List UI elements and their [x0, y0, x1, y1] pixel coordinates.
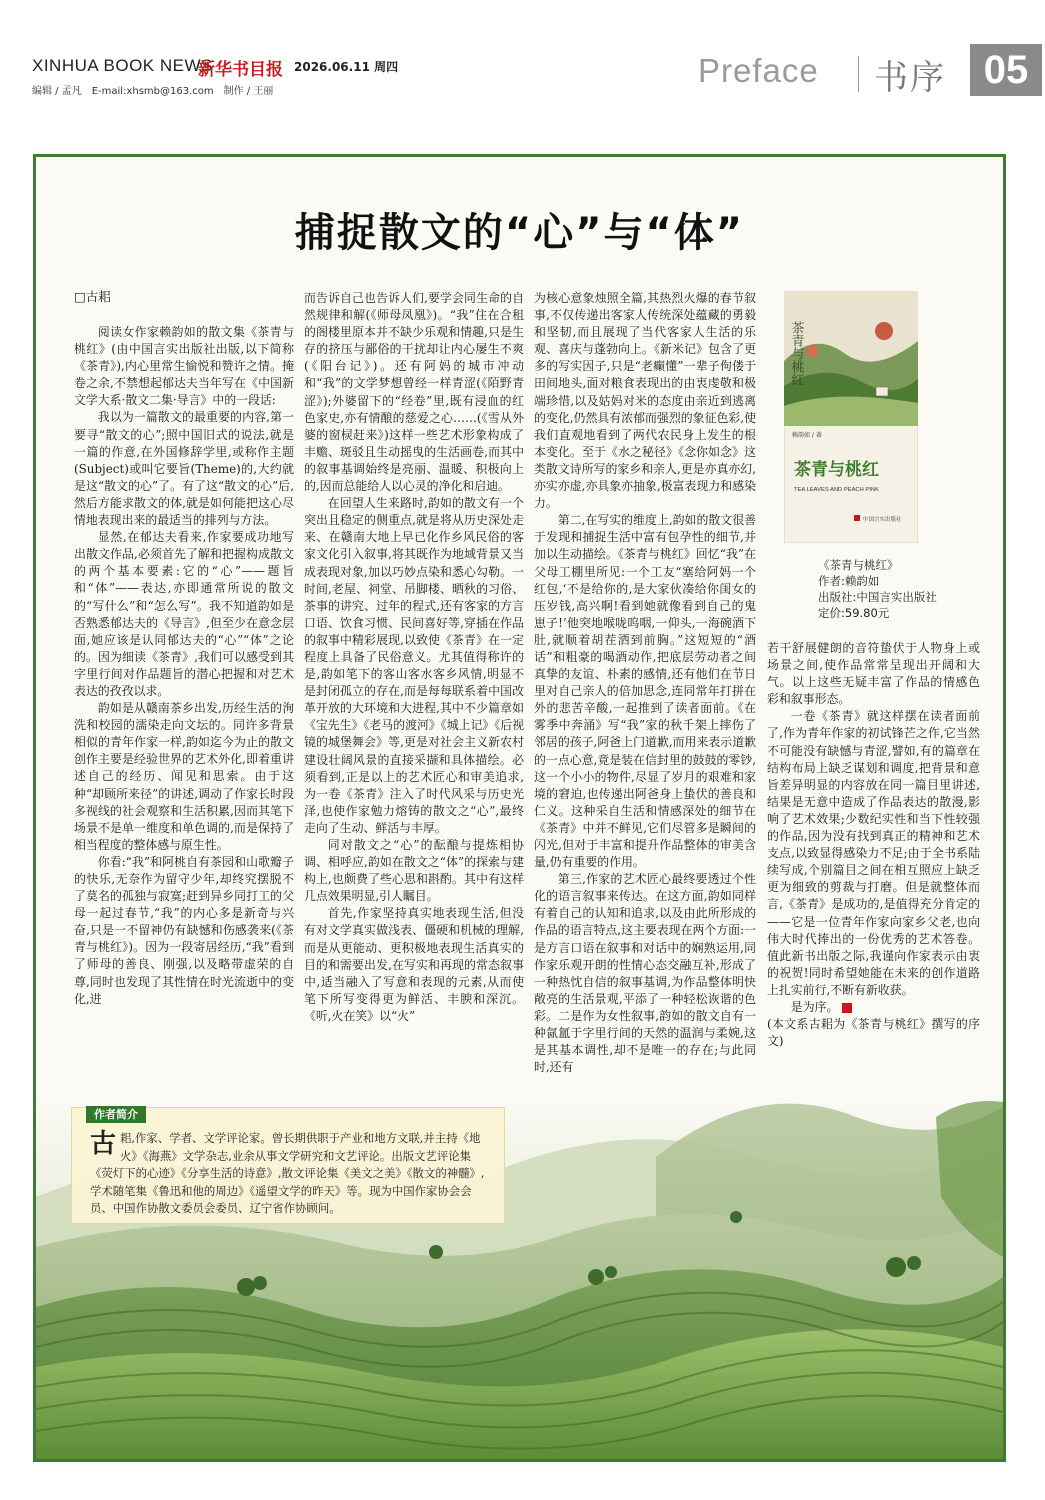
book-caption: [818, 557, 937, 621]
book-cover-en: TEA LEAVES AND PEACH PINK: [794, 487, 879, 493]
article-title: 捕捉散文的“心”与“体”: [294, 210, 745, 256]
article-byline: □古耜: [74, 289, 111, 304]
author-intro-text: [90, 1130, 490, 1218]
paragraph: 若干舒展健朗的音符蛰伏于人物身上或场景之间,使作品常常呈现出开阔和大气。以上这些无疑丰富了作品的情感色彩和叙事形态。: [767, 641, 980, 707]
author-intro-box: [71, 1107, 505, 1224]
article-column-4: [767, 640, 980, 1050]
paragraph: 一卷《茶青》就这样摆在读者面前了,作为青年作家的初试锋芒之作,它当然不可能没有缺憾与青涩,譬如,有的篇章在结构布局上缺乏谋划和调度,把背景和意旨差异明显的内容放在同一篇目里讲述,结果是无意中造成了作品表达的散漫,影响了艺术效果;少数纪实性和当下性较强的作品,因为没有找到真正的精神和艺术支点,以致显得感染力不足;由于全书系陆续写成,个别篇目之间在相互照应上缺乏更为细致的剪裁与打磨。但是就整体而言,《茶青》是成功的,是值得充分肯定的——它是一位青年作家向家乡父老,也向伟大时代捧出的一份优秀的艺术答卷。值此新书出版之际,我谨向作家表示由衷的祝贺!同时希望她能在未来的创作道路上扎实前行,不断有新收获。: [767, 709, 980, 997]
end-mark-icon: [842, 1003, 852, 1013]
section-cn-label: 书序: [874, 58, 946, 98]
book-cover-image: [784, 291, 918, 543]
paragraph: 同对散文之“心”的酝酿与提炼相协调、相呼应,韵如在散文之“体”的探索与建构上,也颇费了些心思和斟酌。其中有这样几点效果明显,引人瞩目。: [304, 838, 524, 904]
book-cover-author: 赖韵如 / 著: [792, 432, 822, 439]
paragraph: 第三,作家的艺术匠心最终要透过个性化的语言叙事来传达。在这方面,韵如同样有着自己的认知和追求,以及由此所形成的作品的语言特点,这主要表现在两个方面:一是方言口语在叙事和对话中的娴熟运用,同作家乐观开朗的性情心态交融互补,形成了一种热忱自信的叙事基调,为作品整体明快敞亮的生活景观,平添了一种轻松诙谐的色彩。二是作为女性叙事,韵如的散文自有一种氤氲于字里行间的天然的温润与柔婉,这是其基本调性,却不是唯一的存在;与此同时,还有: [534, 872, 756, 1075]
paragraph: 你看:“我”和阿桃自有茶园和山歌瓣子的快乐,无奈作为留守少年,却终究摆脱不了莫名的孤独与寂寞;赶到异乡同打工的父母一起过春节,“我”的内心多是新奇与兴奋,只是一不留神仍有缺憾和伤感袭来(《茶青与桃红》)。因为一段寄居经历,“我”看到了师母的善良、刚强,以及略带虚荣的自尊,同时也发现了其性情在时光流逝中的变化,进: [74, 854, 294, 1006]
newspaper-cn-name: 新华书目报: [198, 60, 283, 80]
svg-text:茶青与桃红: 茶青与桃红: [788, 321, 804, 386]
article-column-2: [304, 290, 524, 1025]
paragraph: 首先,作家坚持真实地表现生活,但没有对文学真实做浅表、僵硬和机械的理解,而是从更能动、更积极地表现生活真实的目的和需要出发,在写实和再现的常态叙事中,适当融入了写意和表现的元素,从而使笔下所写变得更为鲜活、丰腴和深沉。《听,火在笑》以“火”: [304, 906, 524, 1023]
article-panel: [33, 154, 1006, 1462]
book-cover-title: 茶青与桃红: [794, 460, 879, 480]
paragraph: 为核心意象烛照全篇,其热烈火爆的春节叙事,不仅传递出客家人传统深处蕴藏的勇毅和坚韧,而且展现了当代客家人生活的乐观、喜庆与蓬勃向上。《新米记》包含了更多的写实因子,只是“老癫懂”一辈子佝偻于田间地头,面对粮食表现出的由衷虔敬和极端珍惜,以及姑妈对米的态度由亲近到逃离的变化,仍然具有浓郁而强烈的象征色彩,使我们直观地看到了两代农民身上发生的根本变化。至于《水之秘径》《念你如念》这类散文诗所写的家乡和亲人,更是亦真亦幻,亦实亦虚,亦具象亦抽象,极富表现力和感染力。: [534, 291, 756, 511]
paragraph: 在回望人生来路时,韵如的散文有一个突出且稳定的侧重点,就是将从历史深处走来、在赣南大地上早已化作乡风民俗的客家文化引入叙事,将其既作为地域背景又当成表现对象,加以巧妙点染和悉心勾勒。一时间,老屋、祠堂、吊脚楼、晒秋的习俗、茶事的讲究、过年的程式,还有客家的方言口语、饮食习惯、民间喜好等,穿插在作品的叙事中精彩展现,以致使《茶青》在一定程度上具备了民俗意义。尤其值得称许的是,韵如笔下的客山客水客乡风情,明显不是封闭孤立的存在,而是每每联系着中国改革开放的大环境和大进程,其中不少篇章如《宝先生》《老马的渡河》《城上记》《后视镜的城堡舞会》等,更是对社会主义新农村建设壮阔风景的直接采撷和具体描绘。必须看到,正是以上的艺术匠心和审美追求,为一卷《茶青》注入了时代风采与历史光泽,也使作家勉力熔铸的散文之“心”,最终走向了生动、鲜活与丰厚。: [304, 496, 524, 835]
closing-line: [767, 999, 980, 1016]
caption-title: 《茶青与桃红》: [818, 558, 899, 572]
article-column-1: [74, 324, 294, 1008]
author-intro-tag: 作者简介: [86, 1106, 146, 1123]
paragraph: 而告诉自己也告诉人们,要学会同生命的自然规律和解(《师母凤凰》)。“我”住在合租的阁楼里原本并不缺少乐观和情趣,只是生存的挤压与鄙俗的干扰却让内心屡生不爽(《阳台记》)。还有阿妈的城市冲动和“我”的文学梦想曾经一样青涩(《陌野青涩》);外婆留下的“经卷”里,既有浸血的红色家史,亦有情酿的慈爱之心……(《雪从外婆的窗棂赶来》)这样一些艺术形象构成了丰赡、斑驳且生动摇曳的生活画卷,而其中的叙事基调始终是亮丽、温暖、积极向上的,因而总能给人以心灵的净化和启迪。: [304, 291, 524, 494]
paragraph: 显然,在郁达夫看来,作家要成功地写出散文作品,必须首先了解和把握构成散文的两个基本要素:它的“心”——题旨和“体”——表达,亦即通常所说的散文的“写什么”和“怎么写”。我不知道韵如是否熟悉郁达夫的《导言》,但至少在意念层面,她应该是认同郁达夫的“心”“体”之论的。因为细读《茶青》,我们可以感受到其字里行间对作品题旨的潜心把握和对艺术表达的孜孜以求。: [74, 530, 294, 698]
caption-author: 作者:赖韵如: [818, 574, 880, 588]
paragraph: 第二,在写实的维度上,韵如的散文很善于发现和捕捉生活中富有包孕性的细节,并加以生动描绘。《茶青与桃红》回忆“我”在父母工棚里所见:一个工友“塞给阿妈一个红包,‘不是给你的,是大家伙凑给你闺女的压岁钱,高兴啊!看到她就像看到自己的鬼崽子!’他突地喉咙呜咽,一仰头,一海碗酒下肚,就顺着胡茬洒到前胸。”这短短的“酒话”和粗豪的喝酒动作,把底层劳动者之间真挚的友谊、朴素的感情,还有他们在节日里对自己亲人的倍加思念,连同常年打拼在外的悲苦辛酸,一起推到了读者面前。《在雾季中奔涌》写“我”家的秋千架上摔伤了邻居的孩子,阿爸上门道歉,而用来表示道歉的一点心意,竟是装在信封里的鼓鼓的零钞,这一个小小的物件,尽显了岁月的艰难和家境的窘迫,也传递出阿爸身上蛰伏的善良和仁义。这种采自生活和情感深处的细节在《茶青》中并不鲜见,它们尽管多是瞬间的闪光,但对于丰富和提升作品整体的审美含量,仍有重要的作用。: [534, 513, 756, 870]
author-intro-body: 耜,作家、学者、文学评论家。曾长期供职于产业和地方文联,并主持《地火》《海燕》文学杂志,业余从事文学研究和文艺评论。出版文艺评论集《荧灯下的心迹》《分享生活的诗意》,散文评论集《美文之美》《散文的神髓》,学术随笔集《鲁迅和他的周边》《遥望文学的昨天》等。现为中国作家协会会员、中国作协散文委员会委员、辽宁省作协顾问。: [90, 1131, 485, 1216]
masthead-divider: [858, 56, 859, 92]
caption-price: 定价:59.80元: [818, 606, 890, 620]
masthead: [32, 48, 1029, 102]
editor-line: 编辑 / 孟凡 E-mail:xhsmb@163.com 制作 / 王丽: [32, 86, 274, 97]
article-column-3: [534, 290, 756, 1076]
quote-paragraph: 我以为一篇散文的最重要的内容,第一要寻“散文的心”;照中国旧式的说法,就是一篇的作意,在外国修辞学里,或称作主题(Subject)或叫它要旨(Theme)的,大约就是这“散文的心”了。有了这“散文的心”后,然后方能求散文的体,就是如何能把这心尽情地表现出来的最适当的排列与方法。: [74, 410, 294, 528]
closing-text: 是为序。: [790, 999, 839, 1014]
page-number-badge: 05: [970, 44, 1042, 96]
newspaper-en-name: XINHUA BOOK NEWS: [32, 56, 213, 75]
article-note: (本文系古耜为《茶青与桃红》撰写的序文): [767, 1017, 980, 1049]
caption-publisher: 出版社:中国言实出版社: [818, 590, 937, 604]
section-en-label: Preface: [698, 52, 819, 89]
author-intro-dropcap: 古: [90, 1129, 117, 1159]
issue-date: 2026.06.11 周四: [294, 60, 399, 74]
paragraph: 阅读女作家赖韵如的散文集《茶青与桃红》(由中国言实出版社出版,以下简称《茶青》),内心里常生愉悦和赞许之情。掩卷之余,不禁想起郁达夫当年写在《中国新文学大系·散文二集·导言》中的一段话:: [74, 325, 294, 408]
paragraph: 韵如是从赣南茶乡出发,历经生活的洵洗和校园的濡染走向文坛的。同许多背景相似的青年作家一样,韵如迄今为止的散文创作主要是经验世界的艺术外化,即着重讲述自己的经历、闻见和思索。由于这种“却顾所来径”的讲述,调动了作家长时段多视线的社会观察和生活积累,因而其笔下场景不是单一维度和单色调的,而是保持了相当程度的整体感与原生性。: [74, 701, 294, 852]
book-cover-publisher: 中国言实出版社: [863, 517, 902, 523]
